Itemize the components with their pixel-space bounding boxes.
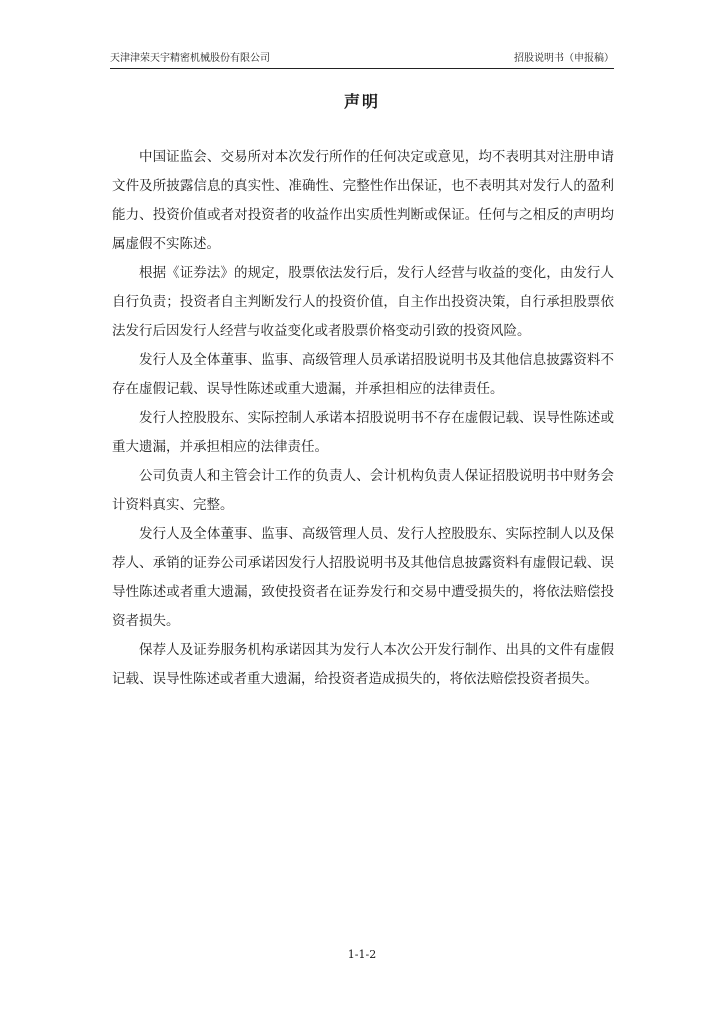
page-title: 声明 [343, 92, 380, 111]
statement-paragraph: 发行人及全体董事、监事、高级管理人员承诺招股说明书及其他信息披露资料不存在虚假记载、误导性陈述或重大遗漏，并承担相应的法律责任。 [112, 352, 614, 397]
page-header [110, 52, 614, 69]
statement-paragraph: 发行人控股股东、实际控制人承诺本招股说明书不存在虚假记载、误导性陈述或重大遗漏，并承担相应的法律责任。 [112, 410, 614, 455]
statement-paragraph: 公司负责人和主管会计工作的负责人、会计机构负责人保证招股说明书中财务会计资料真实、完整。 [112, 468, 614, 513]
page-number: 1-1-2 [347, 948, 377, 961]
header-company-name: 天津津荣天宇精密机械股份有限公司 [110, 53, 270, 64]
statement-paragraph: 保荐人及证券服务机构承诺因其为发行人本次公开发行制作、出具的文件有虚假记载、误导性陈述或者重大遗漏，给投资者造成损失的，将依法赔偿投资者损失。 [112, 642, 614, 687]
statement-paragraph: 根据《证券法》的规定，股票依法发行后，发行人经营与收益的变化，由发行人自行负责；投资者自主判断发行人的投资价值，自主作出投资决策，自行承担股票依法发行后因发行人经营与收益变化或者股票价格变动引致的投资风险。 [112, 265, 614, 339]
statement-paragraph: 发行人及全体董事、监事、高级管理人员、发行人控股股东、实际控制人以及保荐人、承销的证券公司承诺因发行人招股说明书及其他信息披露资料有虚假记载、误导性陈述或者重大遗漏，致使投资者在证券发行和交易中遭受损失的，将依法赔偿投资者损失。 [112, 526, 614, 629]
statement-body [112, 143, 614, 694]
statement-paragraph: 中国证监会、交易所对本次发行所作的任何决定或意见，均不表明其对注册申请文件及所披露信息的真实性、准确性、完整性作出保证，也不表明其对发行人的盈利能力、投资价值或者对投资者的收益作出实质性判断或保证。任何与之相反的声明均属虚假不实陈述。 [112, 149, 614, 252]
header-document-type: 招股说明书（申报稿） [514, 53, 614, 64]
